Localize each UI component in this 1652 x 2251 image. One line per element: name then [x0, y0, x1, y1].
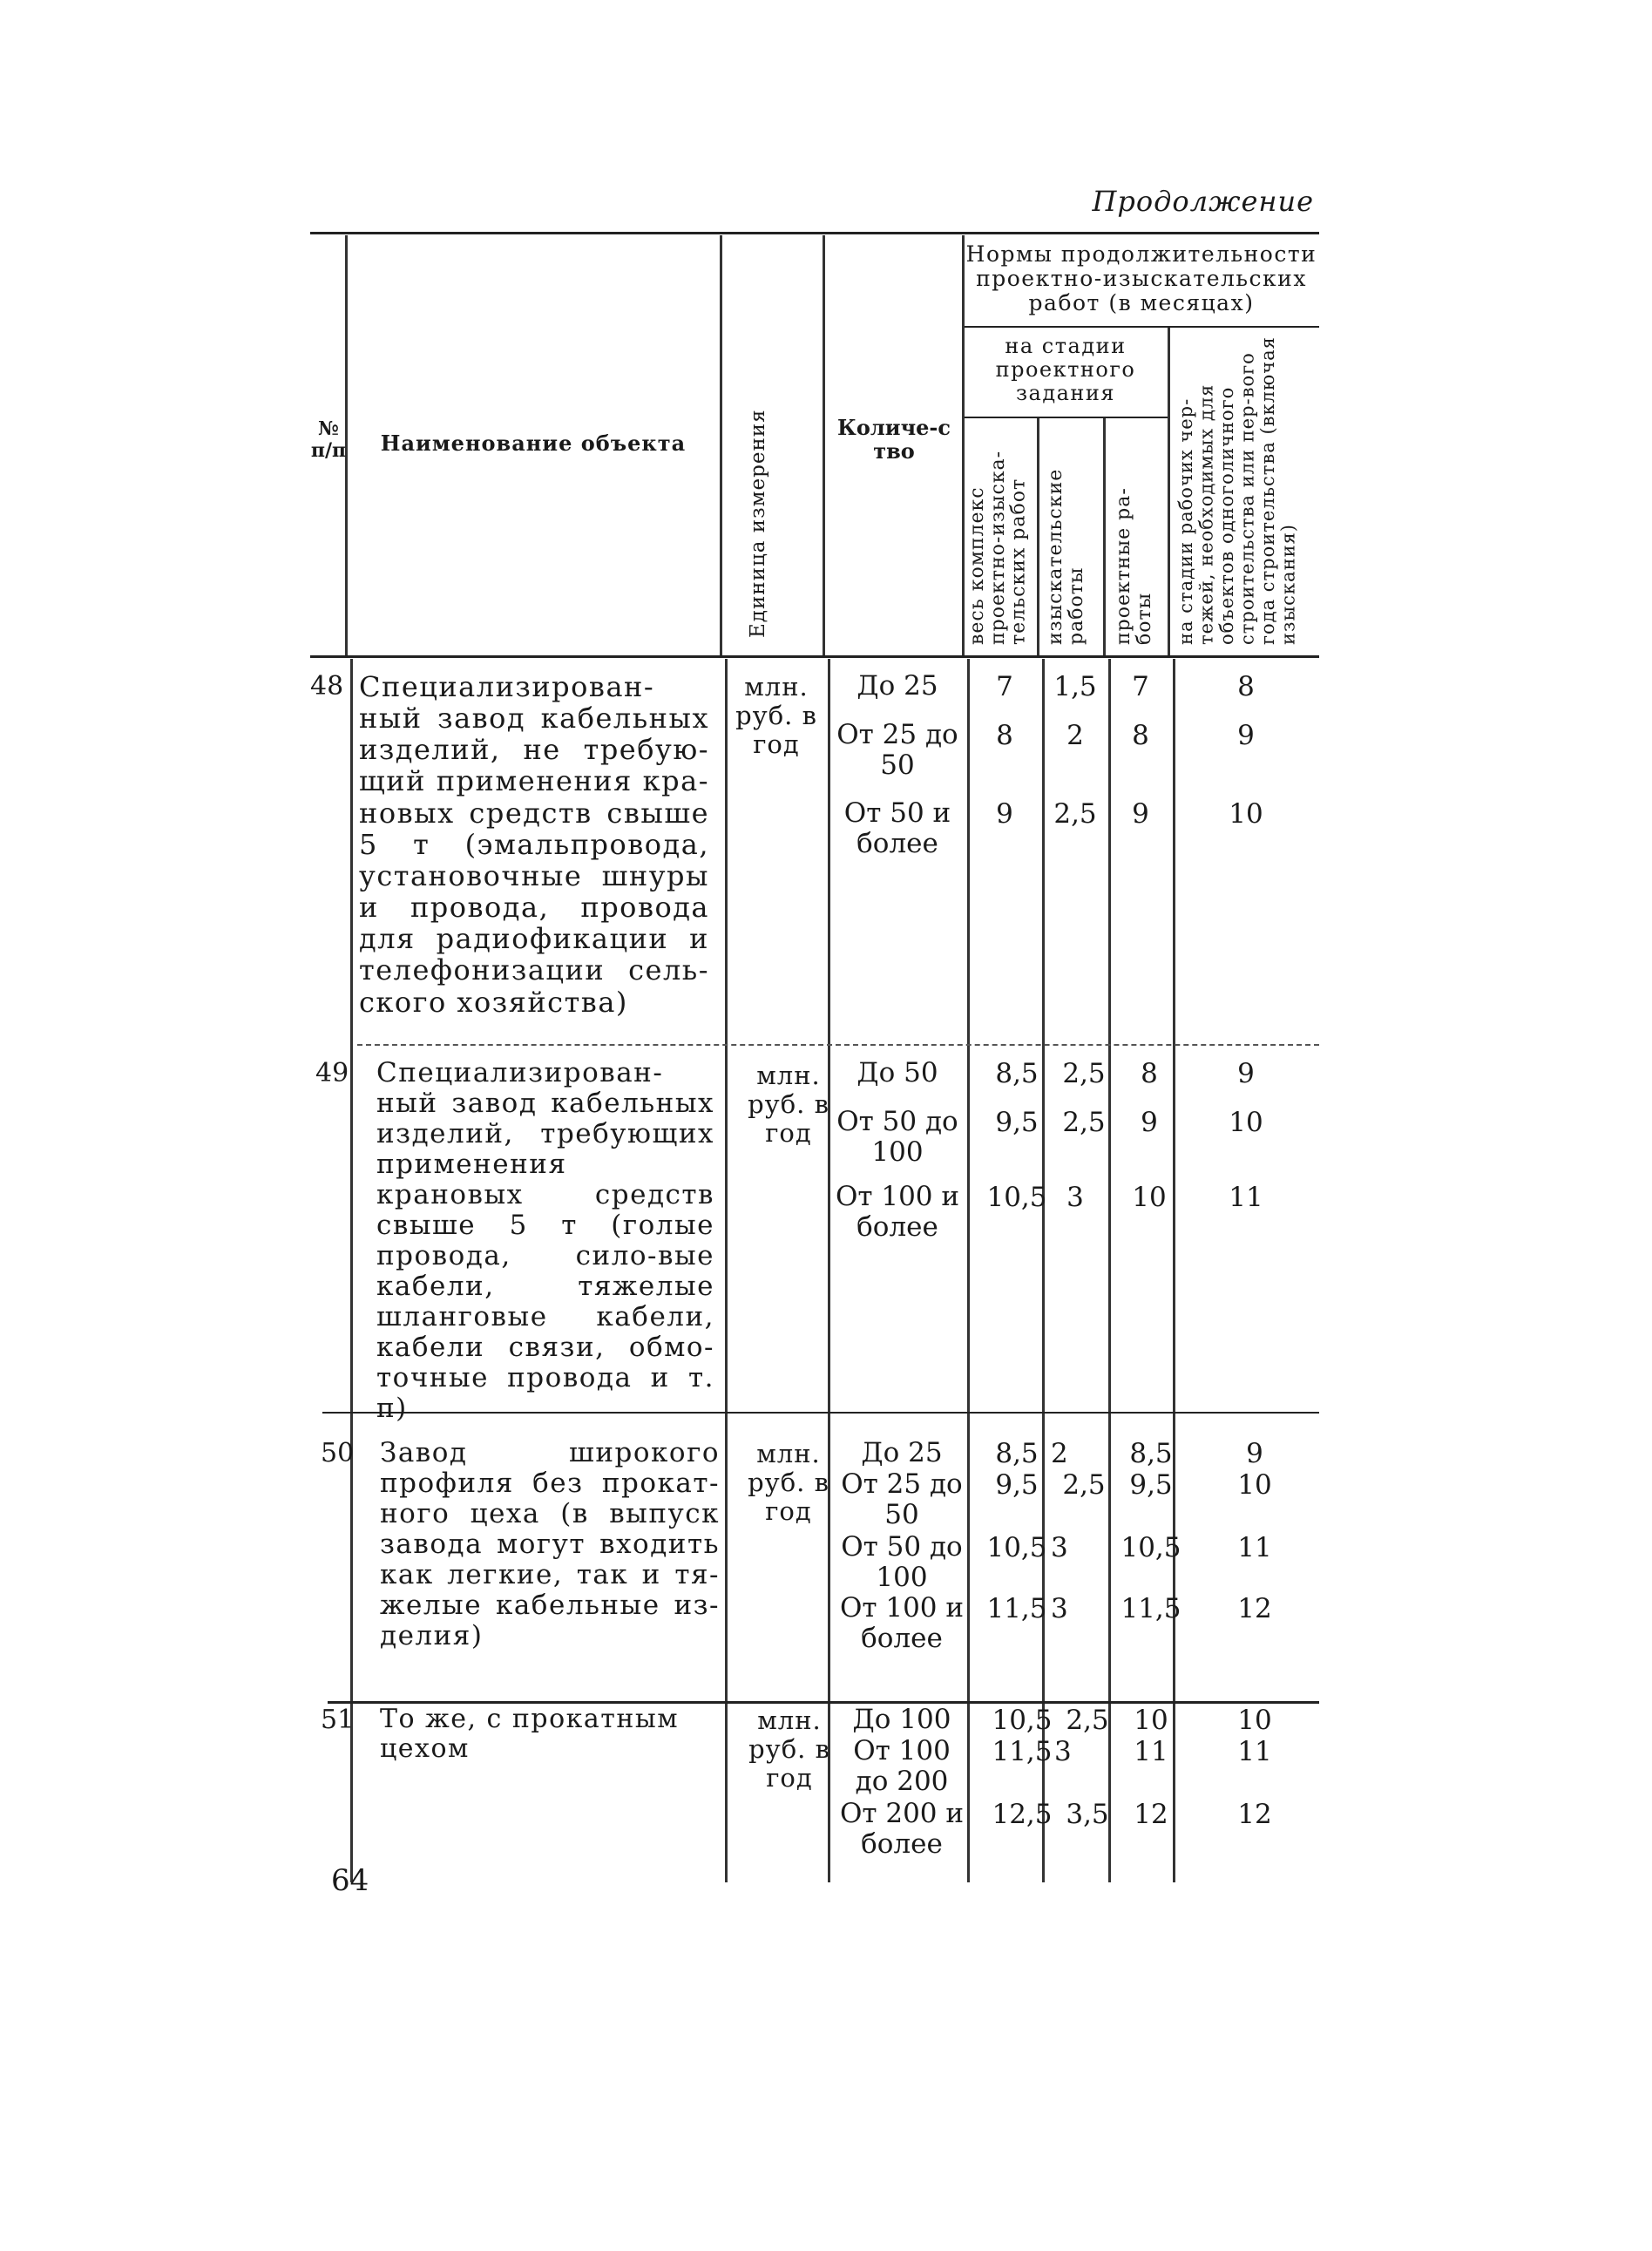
header-unit: [748, 397, 769, 638]
object-name: Завод широкого профиля без прокат-ного цеха (в выпуск завода могут входить как легкие, так и тя-желые кабельные из-делия): [380, 1437, 720, 1652]
quantity-range: От 200 и более: [839, 1798, 965, 1860]
col-divider-unit: [823, 235, 825, 655]
header-full-complex: [967, 424, 1033, 645]
value-working: 10: [1237, 1469, 1272, 1501]
value-survey: 2,5: [1062, 1469, 1106, 1501]
value-all: 9,5: [995, 1469, 1039, 1501]
unit-cell: млн. руб. в год: [748, 1061, 829, 1148]
value-all: 10,5: [986, 1532, 1047, 1563]
value-design: 9,5: [1129, 1469, 1173, 1501]
body-col-divider-stage: [1173, 659, 1175, 1882]
col-divider-qty: [962, 235, 965, 655]
body-col-divider-all: [1042, 659, 1045, 1882]
value-all: 10,5: [992, 1705, 1053, 1736]
value-survey: 2: [1051, 1438, 1068, 1469]
body-col-divider-name: [725, 659, 728, 1882]
quantity-range: От 25 до 50: [841, 1468, 963, 1530]
quantity-range: От 50 и более: [843, 797, 951, 859]
quantity-range: До 25: [856, 670, 938, 702]
header-norms-text: Нормы продолжительности проектно-изыскательских работ (в месяцах): [965, 241, 1317, 315]
unit-cell: млн. руб. в год: [748, 1705, 830, 1793]
col-divider-all: [1037, 418, 1039, 655]
col-divider-stage: [1168, 328, 1170, 655]
value-design: 7: [1132, 671, 1149, 702]
continuation-label: Продолжение: [1092, 185, 1314, 218]
quantity-range: До 100: [852, 1704, 951, 1735]
header-working-drawings-text: на стадии рабочих чер-тежей, необходимых для объектов одноголичного строительства или пер-вого года строительства (включая изыскания): [1175, 336, 1299, 645]
value-survey: 3: [1054, 1736, 1072, 1767]
page-number: 64: [331, 1863, 369, 1898]
value-all: 7: [996, 671, 1013, 702]
value-design: 9: [1132, 798, 1149, 830]
row-number: 51: [321, 1705, 355, 1735]
value-design: 12: [1134, 1799, 1168, 1830]
value-survey: 2,5: [1053, 798, 1097, 830]
value-design: 11,5: [1121, 1593, 1181, 1624]
value-working: 12: [1237, 1593, 1272, 1624]
table-top-rule: [310, 232, 1319, 234]
quantity-range: От 100 и более: [839, 1592, 965, 1654]
header-norms: [965, 242, 1317, 315]
header-unit-text: Единица измерения: [747, 409, 769, 638]
value-working: 11: [1237, 1736, 1272, 1767]
value-working: 8: [1237, 671, 1255, 702]
header-design-works: [1114, 458, 1162, 645]
value-design: 10: [1134, 1705, 1168, 1736]
value-design: 8: [1141, 1058, 1158, 1089]
value-all: 11,5: [986, 1593, 1047, 1624]
header-bottom-rule: [310, 655, 1319, 658]
body-col-divider-qty: [967, 659, 970, 1882]
stage-divider: [962, 417, 1169, 418]
col-divider-survey: [1103, 418, 1106, 655]
value-working: 11: [1237, 1532, 1272, 1563]
quantity-range: До 50: [856, 1057, 938, 1088]
value-working: 10: [1229, 1107, 1263, 1138]
value-survey: 2: [1066, 720, 1084, 751]
row-number: 49: [315, 1058, 349, 1088]
header-quantity-text: Количе-ство: [837, 415, 951, 464]
value-all: 9: [996, 798, 1013, 830]
value-survey: 3: [1051, 1593, 1068, 1624]
header-number: [310, 418, 347, 461]
header-object-name-text: Наименование объекта: [380, 431, 687, 456]
quantity-range: От 100 и более: [835, 1181, 960, 1243]
value-all: 8,5: [995, 1438, 1039, 1469]
header-number-text: № п/п: [310, 417, 347, 462]
header-design-stage: [965, 335, 1166, 405]
row-separator: [357, 1044, 1319, 1046]
value-design: 11: [1134, 1736, 1168, 1767]
header-survey-works: [1046, 443, 1098, 645]
value-working: 12: [1237, 1799, 1272, 1830]
body-col-divider-survey: [1108, 659, 1111, 1882]
value-working: 9: [1237, 1058, 1255, 1089]
col-divider-name: [720, 235, 722, 655]
quantity-range: До 25: [861, 1437, 943, 1468]
value-working: 9: [1237, 720, 1255, 751]
quantity-range: От 50 до 100: [841, 1531, 963, 1593]
value-all: 9,5: [995, 1107, 1039, 1138]
value-all: 8,5: [995, 1058, 1039, 1089]
value-survey: 3,5: [1066, 1799, 1109, 1830]
quantity-range: От 25 до 50: [836, 719, 958, 781]
unit-cell: млн. руб. в год: [748, 1439, 829, 1526]
header-full-complex-text: весь комплекс проектно-изыска-тельских работ: [966, 450, 1030, 645]
value-all: 12,5: [992, 1799, 1053, 1830]
header-design-works-text: проектные ра-боты: [1113, 487, 1155, 645]
value-survey: 3: [1051, 1532, 1068, 1563]
object-name: Специализирован-ный завод кабельных изделий, требующих применения крановых средств свыше 5 т (голые провода, сило-вые кабели, тяжелые шланговые кабели, кабели связи, обмо-точные провода и т. п): [376, 1057, 714, 1425]
quantity-range: От 50 до 100: [836, 1106, 958, 1168]
value-design: 8: [1132, 720, 1149, 751]
value-design: 10,5: [1121, 1532, 1181, 1563]
object-name: Специализирован-ный завод кабельных изделий, не требую-щий применения кра-новых средств свыше 5 т (эмальпровода, установочные шнуры и провода, провода для радиофикации и телефонизации сель-ского хозяйства): [359, 670, 709, 1019]
header-object-name: [349, 432, 718, 456]
value-survey: 3: [1066, 1182, 1084, 1213]
header-design-stage-text: на стадии проектного задания: [995, 334, 1136, 405]
row-number: 50: [321, 1438, 355, 1468]
quantity-range: От 100 до 200: [853, 1735, 951, 1797]
value-all: 10,5: [986, 1182, 1047, 1213]
value-working: 10: [1229, 798, 1263, 830]
value-survey: 1,5: [1053, 671, 1097, 702]
value-design: 9: [1141, 1107, 1158, 1138]
value-design: 10: [1132, 1182, 1167, 1213]
value-working: 11: [1229, 1182, 1263, 1213]
value-survey: 2,5: [1066, 1705, 1109, 1736]
unit-cell: млн. руб. в год: [735, 672, 817, 759]
header-quantity: [833, 417, 955, 464]
norms-divider: [962, 326, 1319, 328]
value-survey: 2,5: [1062, 1058, 1106, 1089]
value-survey: 2,5: [1062, 1107, 1106, 1138]
value-design: 8,5: [1129, 1438, 1173, 1469]
row-number: 48: [310, 671, 344, 702]
object-name: То же, с прокатным цехом: [380, 1704, 680, 1764]
value-working: 9: [1246, 1438, 1263, 1469]
value-all: 11,5: [992, 1736, 1053, 1767]
body-col-divider-no: [350, 659, 353, 1882]
value-all: 8: [996, 720, 1013, 751]
header-working-drawings: [1176, 335, 1316, 645]
value-working: 10: [1237, 1705, 1272, 1736]
header-survey-works-text: изыскательские работы: [1045, 468, 1087, 645]
